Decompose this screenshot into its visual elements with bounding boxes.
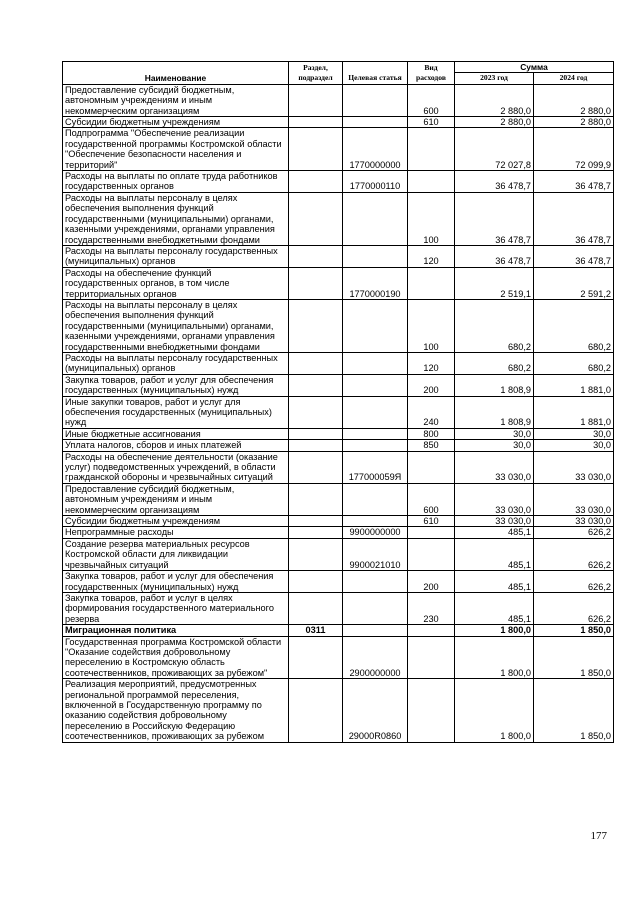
cell-target bbox=[343, 440, 408, 451]
table-body bbox=[63, 84, 614, 742]
cell-section bbox=[289, 538, 343, 570]
cell-2024: 1 881,0 bbox=[534, 374, 614, 396]
cell-2023: 30,0 bbox=[455, 440, 534, 451]
cell-2024: 30,0 bbox=[534, 428, 614, 439]
cell-type bbox=[408, 679, 455, 742]
cell-target bbox=[343, 396, 408, 428]
cell-section bbox=[289, 374, 343, 396]
cell-target: 9900000000 bbox=[343, 527, 408, 538]
cell-name: Расходы на выплаты персоналу в целях обеспечения выполнения функций государственными (муниципальными) органами, казенными учреждениями, органами управления государственными внебюджетными фондами bbox=[63, 192, 289, 245]
cell-section bbox=[289, 117, 343, 128]
cell-2024: 2 591,2 bbox=[534, 267, 614, 299]
cell-2023: 680,2 bbox=[455, 299, 534, 352]
cell-target: 177000059Я bbox=[343, 451, 408, 483]
budget-table bbox=[62, 61, 614, 743]
header-section: Раздел, подраздел bbox=[289, 62, 343, 85]
cell-target: 1770000190 bbox=[343, 267, 408, 299]
cell-target bbox=[343, 245, 408, 267]
cell-2024: 33 030,0 bbox=[534, 516, 614, 527]
cell-section bbox=[289, 527, 343, 538]
cell-name: Государственная программа Костромской области "Оказание содействия добровольному переселению в Костромскую область соотечественников, проживающих за рубежом" bbox=[63, 636, 289, 679]
cell-2024: 626,2 bbox=[534, 592, 614, 624]
cell-section bbox=[289, 679, 343, 742]
cell-name: Расходы на выплаты персоналу государственных (муниципальных) органов bbox=[63, 245, 289, 267]
cell-section bbox=[289, 128, 343, 171]
cell-type: 850 bbox=[408, 440, 455, 451]
header-year-2024: 2024 год bbox=[534, 73, 614, 84]
cell-name: Миграционная политика bbox=[63, 625, 289, 636]
cell-2023: 2 880,0 bbox=[455, 117, 534, 128]
cell-target bbox=[343, 192, 408, 245]
table-row bbox=[63, 245, 614, 267]
cell-2024: 626,2 bbox=[534, 527, 614, 538]
cell-name: Расходы на обеспечение деятельности (оказание услуг) подведомственных учреждений, в области гражданской обороны и чрезвычайных ситуаций bbox=[63, 451, 289, 483]
header-target: Целевая статья bbox=[343, 62, 408, 85]
cell-section bbox=[289, 267, 343, 299]
cell-2024: 72 099,9 bbox=[534, 128, 614, 171]
cell-name: Расходы на выплаты персоналу государственных (муниципальных) органов bbox=[63, 352, 289, 374]
cell-type bbox=[408, 625, 455, 636]
cell-2023: 72 027,8 bbox=[455, 128, 534, 171]
table-row bbox=[63, 483, 614, 515]
cell-target bbox=[343, 592, 408, 624]
cell-target bbox=[343, 516, 408, 527]
cell-2023: 2 880,0 bbox=[455, 84, 534, 116]
cell-type: 120 bbox=[408, 352, 455, 374]
cell-target bbox=[343, 571, 408, 593]
cell-2024: 36 478,7 bbox=[534, 245, 614, 267]
cell-section bbox=[289, 84, 343, 116]
cell-2024: 1 850,0 bbox=[534, 679, 614, 742]
table-header-row bbox=[63, 62, 614, 73]
cell-type: 120 bbox=[408, 245, 455, 267]
cell-type: 610 bbox=[408, 516, 455, 527]
cell-type bbox=[408, 636, 455, 679]
cell-2024: 33 030,0 bbox=[534, 483, 614, 515]
cell-2023: 1 800,0 bbox=[455, 636, 534, 679]
cell-section bbox=[289, 299, 343, 352]
cell-2023: 36 478,7 bbox=[455, 245, 534, 267]
cell-2024: 36 478,7 bbox=[534, 171, 614, 193]
cell-type bbox=[408, 538, 455, 570]
table-row bbox=[63, 84, 614, 116]
cell-name: Иные закупки товаров, работ и услуг для обеспечения государственных (муниципальных) нужд bbox=[63, 396, 289, 428]
cell-target: 1770000110 bbox=[343, 171, 408, 193]
table-row bbox=[63, 636, 614, 679]
cell-name: Закупка товаров, работ и услуг для обеспечения государственных (муниципальных) нужд bbox=[63, 374, 289, 396]
header-name: Наименование bbox=[63, 62, 289, 85]
cell-target bbox=[343, 483, 408, 515]
cell-type: 200 bbox=[408, 571, 455, 593]
table-row bbox=[63, 192, 614, 245]
cell-2023: 485,1 bbox=[455, 571, 534, 593]
table-row bbox=[63, 171, 614, 193]
table-row bbox=[63, 128, 614, 171]
cell-target bbox=[343, 374, 408, 396]
cell-name: Расходы на обеспечение функций государственных органов, в том числе территориальных органов bbox=[63, 267, 289, 299]
cell-name: Субсидии бюджетным учреждениям bbox=[63, 516, 289, 527]
cell-section bbox=[289, 451, 343, 483]
header-year-2023: 2023 год bbox=[455, 73, 534, 84]
table-row bbox=[63, 571, 614, 593]
cell-2023: 2 519,1 bbox=[455, 267, 534, 299]
cell-name: Предоставление субсидий бюджетным, автономным учреждениям и иным некоммерческим организациям bbox=[63, 483, 289, 515]
cell-section bbox=[289, 396, 343, 428]
table-row bbox=[63, 592, 614, 624]
cell-name: Закупка товаров, работ и услуг для обеспечения государственных (муниципальных) нужд bbox=[63, 571, 289, 593]
cell-2023: 485,1 bbox=[455, 538, 534, 570]
cell-section: 0311 bbox=[289, 625, 343, 636]
cell-2024: 30,0 bbox=[534, 440, 614, 451]
table-row bbox=[63, 516, 614, 527]
table-row bbox=[63, 267, 614, 299]
table-row bbox=[63, 679, 614, 742]
cell-type: 100 bbox=[408, 192, 455, 245]
cell-2023: 680,2 bbox=[455, 352, 534, 374]
cell-type: 200 bbox=[408, 374, 455, 396]
cell-target bbox=[343, 625, 408, 636]
cell-type: 230 bbox=[408, 592, 455, 624]
cell-name: Закупка товаров, работ и услуг в целях формирования государственного материального резерва bbox=[63, 592, 289, 624]
cell-name: Расходы на выплаты по оплате труда работников государственных органов bbox=[63, 171, 289, 193]
cell-name: Непрограммные расходы bbox=[63, 527, 289, 538]
cell-target: 1770000000 bbox=[343, 128, 408, 171]
cell-2024: 626,2 bbox=[534, 538, 614, 570]
cell-target bbox=[343, 352, 408, 374]
cell-target: 2900000000 bbox=[343, 636, 408, 679]
cell-target: 29000R0860 bbox=[343, 679, 408, 742]
cell-name: Расходы на выплаты персоналу в целях обеспечения выполнения функций государственными (муниципальными) органами, казенными учреждениями, органами управления государственными внебюджетными фондами bbox=[63, 299, 289, 352]
cell-2024: 1 850,0 bbox=[534, 636, 614, 679]
cell-2024: 2 880,0 bbox=[534, 84, 614, 116]
cell-target bbox=[343, 428, 408, 439]
cell-2023: 33 030,0 bbox=[455, 451, 534, 483]
table-row bbox=[63, 352, 614, 374]
cell-2024: 680,2 bbox=[534, 352, 614, 374]
table-row bbox=[63, 527, 614, 538]
cell-section bbox=[289, 352, 343, 374]
cell-2024: 33 030,0 bbox=[534, 451, 614, 483]
table-row bbox=[63, 625, 614, 636]
cell-type bbox=[408, 451, 455, 483]
table-row bbox=[63, 374, 614, 396]
cell-2023: 1 808,9 bbox=[455, 374, 534, 396]
table-row bbox=[63, 396, 614, 428]
cell-2023: 36 478,7 bbox=[455, 192, 534, 245]
page-number: 177 bbox=[590, 830, 607, 842]
table-row bbox=[63, 538, 614, 570]
cell-name: Подпрограмма "Обеспечение реализации государственной программы Костромской области "Обеспечение безопасности населения и территорий" bbox=[63, 128, 289, 171]
cell-section bbox=[289, 192, 343, 245]
cell-type: 600 bbox=[408, 84, 455, 116]
table-row bbox=[63, 440, 614, 451]
cell-type: 240 bbox=[408, 396, 455, 428]
cell-type bbox=[408, 527, 455, 538]
cell-target bbox=[343, 84, 408, 116]
cell-2023: 1 800,0 bbox=[455, 625, 534, 636]
cell-2023: 36 478,7 bbox=[455, 171, 534, 193]
cell-name: Предоставление субсидий бюджетным, автономным учреждениям и иным некоммерческим организациям bbox=[63, 84, 289, 116]
cell-target: 9900021010 bbox=[343, 538, 408, 570]
cell-2023: 33 030,0 bbox=[455, 483, 534, 515]
cell-2024: 2 880,0 bbox=[534, 117, 614, 128]
cell-section bbox=[289, 428, 343, 439]
cell-target bbox=[343, 117, 408, 128]
cell-2023: 33 030,0 bbox=[455, 516, 534, 527]
cell-section bbox=[289, 440, 343, 451]
cell-2023: 485,1 bbox=[455, 527, 534, 538]
cell-name: Уплата налогов, сборов и иных платежей bbox=[63, 440, 289, 451]
cell-type: 600 bbox=[408, 483, 455, 515]
cell-2023: 1 808,9 bbox=[455, 396, 534, 428]
table-row bbox=[63, 299, 614, 352]
cell-2024: 680,2 bbox=[534, 299, 614, 352]
cell-section bbox=[289, 592, 343, 624]
cell-2023: 30,0 bbox=[455, 428, 534, 439]
cell-type: 100 bbox=[408, 299, 455, 352]
cell-2024: 1 881,0 bbox=[534, 396, 614, 428]
cell-type bbox=[408, 128, 455, 171]
cell-2024: 36 478,7 bbox=[534, 192, 614, 245]
cell-type bbox=[408, 171, 455, 193]
cell-name: Субсидии бюджетным учреждениям bbox=[63, 117, 289, 128]
cell-type bbox=[408, 267, 455, 299]
cell-2024: 1 850,0 bbox=[534, 625, 614, 636]
cell-target bbox=[343, 299, 408, 352]
cell-2023: 485,1 bbox=[455, 592, 534, 624]
cell-type: 610 bbox=[408, 117, 455, 128]
header-type: Вид расходов bbox=[408, 62, 455, 85]
table-row bbox=[63, 428, 614, 439]
cell-section bbox=[289, 636, 343, 679]
cell-2024: 626,2 bbox=[534, 571, 614, 593]
header-sum: Сумма bbox=[455, 62, 614, 73]
cell-2023: 1 800,0 bbox=[455, 679, 534, 742]
cell-section bbox=[289, 245, 343, 267]
table-row bbox=[63, 451, 614, 483]
table-row bbox=[63, 117, 614, 128]
cell-type: 800 bbox=[408, 428, 455, 439]
cell-section bbox=[289, 483, 343, 515]
cell-name: Реализация мероприятий, предусмотренных региональной программой переселения, включенной в Государственную программу по оказанию содействия добровольному переселению в Российскую Федерацию соотечественников, проживающих за рубежом bbox=[63, 679, 289, 742]
cell-name: Создание резерва материальных ресурсов Костромской области для ликвидации чрезвычайных ситуаций bbox=[63, 538, 289, 570]
cell-section bbox=[289, 171, 343, 193]
cell-name: Иные бюджетные ассигнования bbox=[63, 428, 289, 439]
cell-section bbox=[289, 571, 343, 593]
cell-section bbox=[289, 516, 343, 527]
